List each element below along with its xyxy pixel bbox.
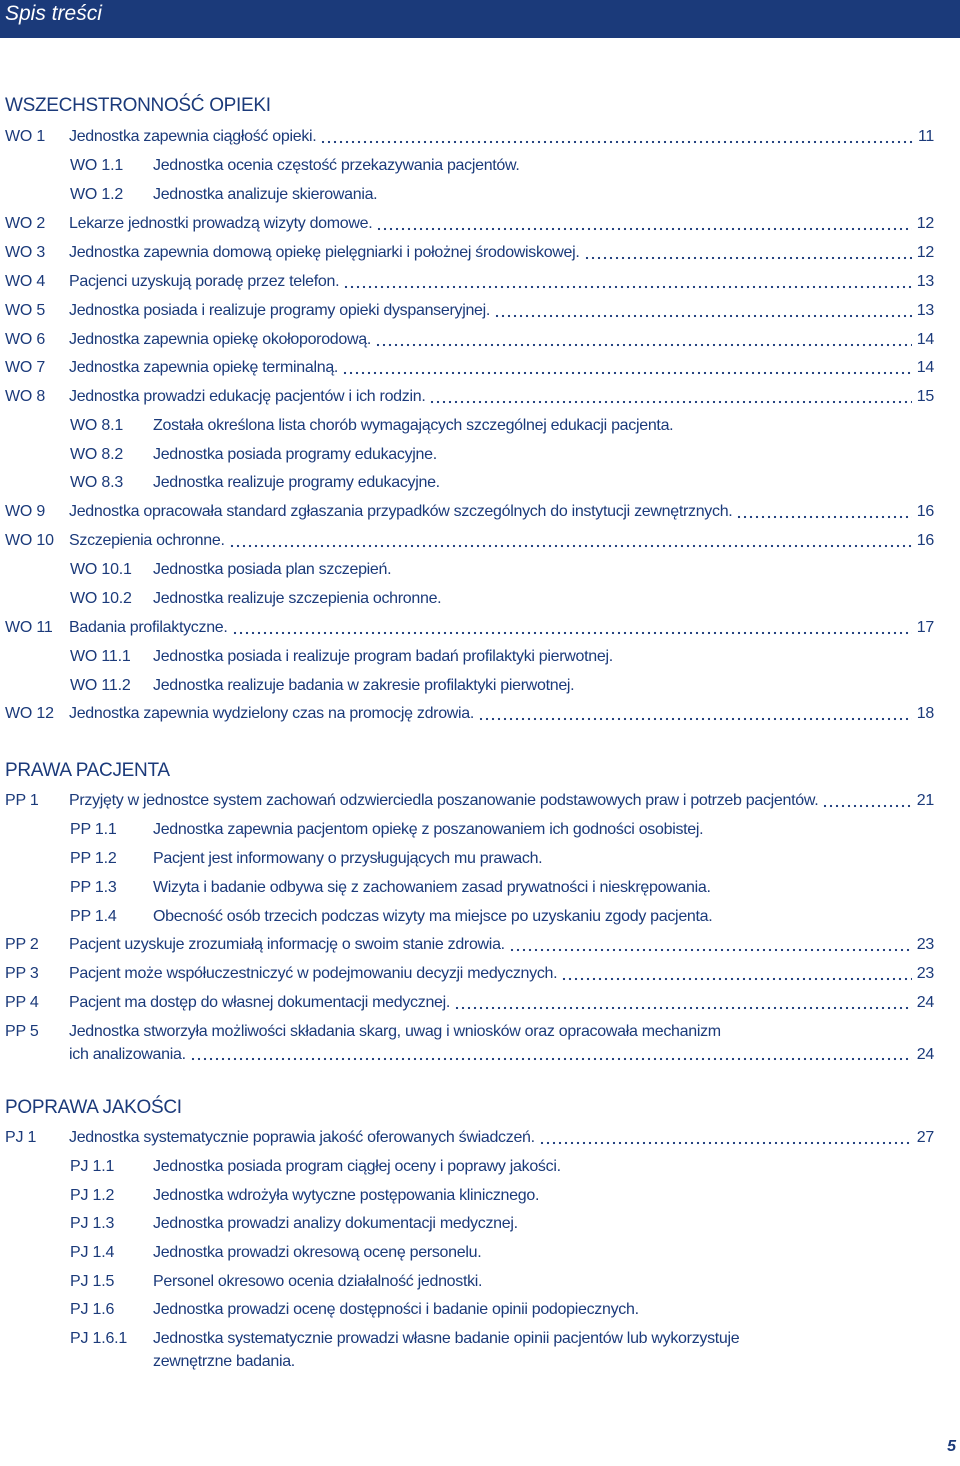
entry-title: Jednostka realizuje badania w zakresie profilaktyki pierwotnej. xyxy=(153,677,575,694)
toc-entry-wo-8[interactable] xyxy=(5,385,934,409)
dot-leader xyxy=(320,125,913,144)
entry-code: WO 10 xyxy=(5,532,54,549)
toc-entry-pj-1-2[interactable] xyxy=(5,1184,934,1208)
entry-code: WO 8.1 xyxy=(70,417,124,434)
toc-entry-wo-10-2[interactable] xyxy=(5,587,934,611)
entry-code: WO 11.2 xyxy=(70,677,131,694)
entry-code: PP 3 xyxy=(5,965,39,982)
entry-code: WO 1.2 xyxy=(70,186,124,203)
entry-page: 13 xyxy=(916,302,934,319)
toc-entry-wo-11-1[interactable] xyxy=(5,645,934,669)
toc-entry-pj-1-1[interactable] xyxy=(5,1155,934,1179)
toc-entry-pj-1-5[interactable] xyxy=(5,1270,934,1294)
toc-entry-wo-3[interactable] xyxy=(5,241,934,265)
entry-title: Jednostka posiada plan szczepień. xyxy=(153,561,392,578)
entry-title: Pacjent ma dostęp do własnej dokumentacji medycznej. xyxy=(69,994,451,1011)
entry-title: Jednostka prowadzi edukację pacjentów i ich rodzin. xyxy=(69,388,426,405)
section-heading-pp: PRAWA PACJENTA xyxy=(5,760,170,781)
dot-leader xyxy=(584,241,912,260)
toc-entry-wo-6[interactable] xyxy=(5,328,934,352)
entry-code: PP 1.4 xyxy=(70,908,117,925)
toc-entry-pj-1-4[interactable] xyxy=(5,1241,934,1265)
entry-title: Pacjenci uzyskują poradę przez telefon. xyxy=(69,273,340,290)
entry-title: Jednostka zapewnia opiekę okołoporodową. xyxy=(69,331,371,348)
dot-leader xyxy=(429,385,911,404)
entry-title: Wizyta i badanie odbywa się z zachowaniem zasad prywatności i nieskrępowania. xyxy=(153,879,711,896)
entry-code: WO 11.1 xyxy=(70,648,131,665)
toc-entry-wo-8-2[interactable] xyxy=(5,443,934,467)
toc-entry-wo-1[interactable] xyxy=(5,125,934,149)
toc-entry-pp-5[interactable] xyxy=(5,1020,934,1068)
entry-code: WO 1.1 xyxy=(70,157,124,174)
entry-title: Jednostka posiada program ciągłej oceny i poprawy jakości. xyxy=(153,1158,561,1175)
dot-leader xyxy=(375,328,912,347)
entry-code: WO 3 xyxy=(5,244,46,261)
entry-code: WO 8 xyxy=(5,388,46,405)
entry-title: Jednostka prowadzi analizy dokumentacji medycznej. xyxy=(153,1215,518,1232)
entry-page: 17 xyxy=(916,619,934,636)
title-bar xyxy=(0,0,960,38)
entry-page: 24 xyxy=(916,994,934,1011)
entry-code: WO 7 xyxy=(5,359,46,376)
toc-entry-wo-12[interactable] xyxy=(5,702,934,726)
entry-title: Jednostka zapewnia domową opiekę pielęgniarki i położnej środowiskowej. xyxy=(69,244,580,261)
page-title: Spis treści xyxy=(5,2,102,25)
section-heading-pj: POPRAWA JAKOŚCI xyxy=(5,1097,182,1118)
entry-code: PP 4 xyxy=(5,994,39,1011)
dot-leader xyxy=(478,702,912,721)
toc-entry-pj-1-6-1[interactable] xyxy=(5,1327,934,1375)
entry-code: WO 4 xyxy=(5,273,46,290)
dot-leader xyxy=(494,299,912,318)
toc-entry-pp-3[interactable] xyxy=(5,962,934,986)
entry-title: Jednostka systematycznie prowadzi własne badanie opinii pacjentów lub wykorzystuje xyxy=(153,1330,740,1347)
entry-page: 12 xyxy=(916,215,934,232)
entry-title: Jednostka zapewnia wydzielony czas na promocję zdrowia. xyxy=(69,705,475,722)
entry-title: Personel okresowo ocenia działalność jednostki. xyxy=(153,1273,483,1290)
toc-entry-pp-1-2[interactable] xyxy=(5,847,934,871)
entry-title: Jednostka stworzyła możliwości składania skarg, uwag i wniosków oraz opracowała mechanizm xyxy=(69,1023,721,1040)
entry-page: 15 xyxy=(916,388,934,405)
toc-entry-wo-10[interactable] xyxy=(5,529,934,553)
dot-leader xyxy=(376,212,911,231)
entry-title: Szczepienia ochronne. xyxy=(69,532,225,549)
section-heading-wo: WSZECHSTRONNOŚĆ OPIEKI xyxy=(5,95,271,116)
toc-entry-pp-2[interactable] xyxy=(5,933,934,957)
entry-page: 16 xyxy=(916,532,934,549)
dot-leader xyxy=(232,616,912,635)
entry-code: PP 1.3 xyxy=(70,879,117,896)
entry-code: PJ 1 xyxy=(5,1129,37,1146)
entry-code: PP 5 xyxy=(5,1023,39,1040)
entry-page: 16 xyxy=(916,503,934,520)
dot-leader xyxy=(561,962,912,981)
toc-entry-pp-1-3[interactable] xyxy=(5,876,934,900)
entry-title: Pacjent uzyskuje zrozumiałą informację o swoim stanie zdrowia. xyxy=(69,936,505,953)
toc-entry-pp-4[interactable] xyxy=(5,991,934,1015)
dot-leader xyxy=(454,991,912,1010)
entry-code: PJ 1.6 xyxy=(70,1301,115,1318)
entry-page: 14 xyxy=(916,331,934,348)
entry-title: Jednostka ocenia częstość przekazywania pacjentów. xyxy=(153,157,520,174)
toc-entry-pp-1-4[interactable] xyxy=(5,905,934,929)
toc-entry-pj-1-3[interactable] xyxy=(5,1212,934,1236)
toc-entry-wo-1-1[interactable] xyxy=(5,154,934,178)
entry-page: 12 xyxy=(916,244,934,261)
dot-leader xyxy=(342,356,912,375)
page-number: 5 xyxy=(947,1438,956,1455)
entry-code: PP 2 xyxy=(5,936,39,953)
toc-entry-wo-1-2[interactable] xyxy=(5,183,934,207)
toc-entry-wo-4[interactable] xyxy=(5,270,934,294)
entry-code: WO 8.3 xyxy=(70,474,124,491)
entry-title: Jednostka realizuje szczepienia ochronne. xyxy=(153,590,442,607)
entry-title: Badania profilaktyczne. xyxy=(69,619,228,636)
entry-code: WO 1 xyxy=(5,128,46,145)
entry-title: Jednostka zapewnia pacjentom opiekę z poszanowaniem ich godności osobistej. xyxy=(153,821,704,838)
entry-title: Jednostka prowadzi ocenę dostępności i badanie opinii podopiecznych. xyxy=(153,1301,639,1318)
entry-page: 24 xyxy=(916,1046,934,1063)
toc-entry-pp-1[interactable] xyxy=(5,789,934,813)
entry-code: PJ 1.5 xyxy=(70,1273,115,1290)
entry-code: WO 5 xyxy=(5,302,46,319)
entry-code: PJ 1.4 xyxy=(70,1244,115,1261)
dot-leader xyxy=(509,933,912,952)
dot-leader xyxy=(343,270,912,289)
entry-title: Jednostka opracowała standard zgłaszania przypadków szczególnych do instytucji zewnętrznych. xyxy=(69,503,733,520)
entry-code: WO 10.2 xyxy=(70,590,132,607)
entry-code: WO 8.2 xyxy=(70,446,124,463)
toc-entry-wo-8-3[interactable] xyxy=(5,471,934,495)
entry-code: PJ 1.2 xyxy=(70,1187,115,1204)
toc-entry-wo-7[interactable] xyxy=(5,356,934,380)
entry-title: Obecność osób trzecich podczas wizyty ma miejsce po uzyskaniu zgody pacjenta. xyxy=(153,908,713,925)
entry-code: WO 11 xyxy=(5,619,53,636)
toc-entry-wo-8-1[interactable] xyxy=(5,414,934,438)
toc-entry-wo-5[interactable] xyxy=(5,299,934,323)
entry-title: Jednostka analizuje skierowania. xyxy=(153,186,378,203)
entry-title-continued: zewnętrzne badania. xyxy=(153,1353,295,1370)
entry-code: PP 1.1 xyxy=(70,821,117,838)
entry-title: Jednostka wdrożyła wytyczne postępowania klinicznego. xyxy=(153,1187,540,1204)
toc-entry-wo-11[interactable] xyxy=(5,616,934,640)
dot-leader xyxy=(229,529,912,548)
entry-title: Przyjęty w jednostce system zachowań odzwierciedla poszanowanie podstawowych praw i potrzeb pacjentów. xyxy=(69,792,819,809)
entry-title: Jednostka posiada i realizuje programy opieki dyspanseryjnej. xyxy=(69,302,491,319)
entry-title: Jednostka prowadzi okresową ocenę personelu. xyxy=(153,1244,482,1261)
entry-title: Jednostka zapewnia opiekę terminalną. xyxy=(69,359,339,376)
entry-title: Pacjent może współuczestniczyć w podejmowaniu decyzji medycznych. xyxy=(69,965,558,982)
dot-leader xyxy=(736,500,911,519)
entry-code: WO 12 xyxy=(5,705,54,722)
entry-code: WO 10.1 xyxy=(70,561,132,578)
toc-entry-wo-2[interactable] xyxy=(5,212,934,236)
entry-code: PP 1.2 xyxy=(70,850,117,867)
entry-page: 21 xyxy=(916,792,934,809)
entry-code: PJ 1.6.1 xyxy=(70,1330,128,1347)
entry-title: Jednostka posiada i realizuje program badań profilaktyki pierwotnej. xyxy=(153,648,613,665)
entry-title: Jednostka systematycznie poprawia jakość oferowanych świadczeń. xyxy=(69,1129,535,1146)
entry-title: Została określona lista chorób wymagających szczególnej edukacji pacjenta. xyxy=(153,417,674,434)
toc-entry-wo-10-1[interactable] xyxy=(5,558,934,582)
entry-code: WO 6 xyxy=(5,331,46,348)
entry-code: WO 9 xyxy=(5,503,46,520)
dot-leader xyxy=(822,789,911,808)
toc-entry-pj-1-6[interactable] xyxy=(5,1298,934,1322)
entry-page: 27 xyxy=(916,1129,934,1146)
entry-page: 13 xyxy=(916,273,934,290)
entry-page: 18 xyxy=(916,705,934,722)
entry-title-continued: ich analizowania. xyxy=(69,1046,186,1063)
entry-title: Lekarze jednostki prowadzą wizyty domowe. xyxy=(69,215,373,232)
entry-code: WO 2 xyxy=(5,215,46,232)
entry-page: 23 xyxy=(916,936,934,953)
toc-entry-pj-1[interactable] xyxy=(5,1126,934,1150)
entry-page: 23 xyxy=(916,965,934,982)
entry-page: 14 xyxy=(916,359,934,376)
dot-leader xyxy=(539,1126,912,1145)
entry-code: PJ 1.3 xyxy=(70,1215,115,1232)
dot-leader xyxy=(190,1043,912,1061)
entry-code: PP 1 xyxy=(5,792,39,809)
entry-title: Jednostka realizuje programy edukacyjne. xyxy=(153,474,440,491)
entry-title: Jednostka zapewnia ciągłość opieki. xyxy=(69,128,317,145)
toc-entry-wo-9[interactable] xyxy=(5,500,934,524)
entry-code: PJ 1.1 xyxy=(70,1158,115,1175)
toc-entry-pp-1-1[interactable] xyxy=(5,818,934,842)
toc-entry-wo-11-2[interactable] xyxy=(5,674,934,698)
entry-title: Pacjent jest informowany o przysługujących mu prawach. xyxy=(153,850,543,867)
entry-title: Jednostka posiada programy edukacyjne. xyxy=(153,446,437,463)
entry-page: 11 xyxy=(917,128,934,145)
